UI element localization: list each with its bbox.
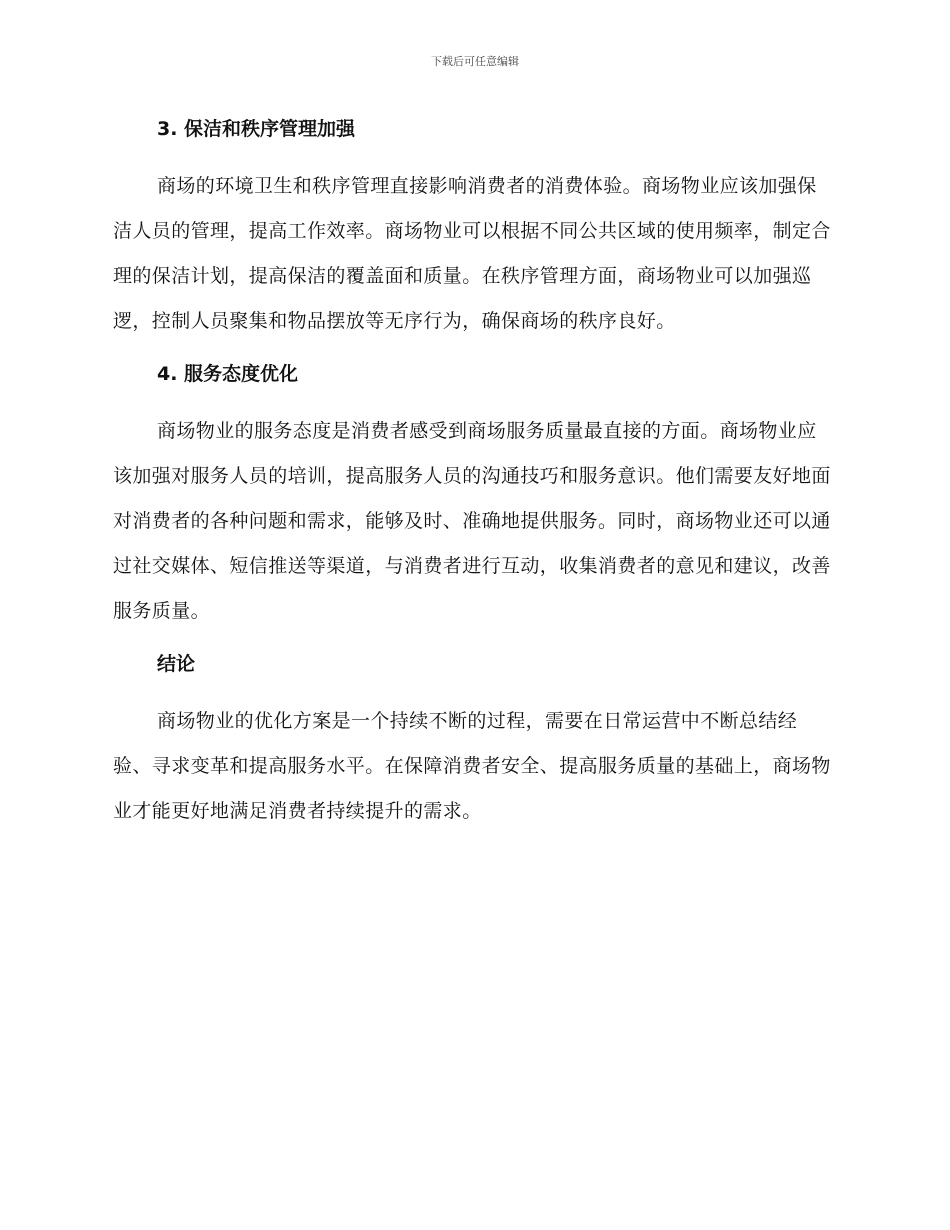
page-header: 下载后可任意编辑 <box>431 55 519 68</box>
paragraph-conclusion: 商场物业的优化方案是一个持续不断的过程，需要在日常运营中不断总结经验、寻求变革和提高服务水平。在保障消费者安全、提高服务质量的基础上，商场物业才能更好地满足消费者持续提升的需求。 <box>113 710 831 822</box>
section-heading-cleaning-order: 3. 保洁和秩序管理加强 <box>157 118 356 140</box>
section-heading-conclusion: 结论 <box>157 653 196 675</box>
document-body <box>113 112 831 834</box>
paragraph-service-attitude: 商场物业的服务态度是消费者感受到商场服务质量最直接的方面。商场物业应该加强对服务人员的培训，提高服务人员的沟通技巧和服务意识。他们需要友好地面对消费者的各种问题和需求，能够及时、准确地提供服务。同时，商场物业还可以通过社交媒体、短信推送等渠道，与消费者进行互动，收集消费者的意见和建议，改善服务质量。 <box>113 420 831 622</box>
section-heading-service-attitude: 4. 服务态度优化 <box>157 363 299 385</box>
paragraph-cleaning-order: 商场的环境卫生和秩序管理直接影响消费者的消费体验。商场物业应该加强保洁人员的管理，提高工作效率。商场物业可以根据不同公共区域的使用频率，制定合理的保洁计划，提高保洁的覆盖面和质量。在秩序管理方面，商场物业可以加强巡逻，控制人员聚集和物品摆放等无序行为，确保商场的秩序良好。 <box>113 175 831 332</box>
